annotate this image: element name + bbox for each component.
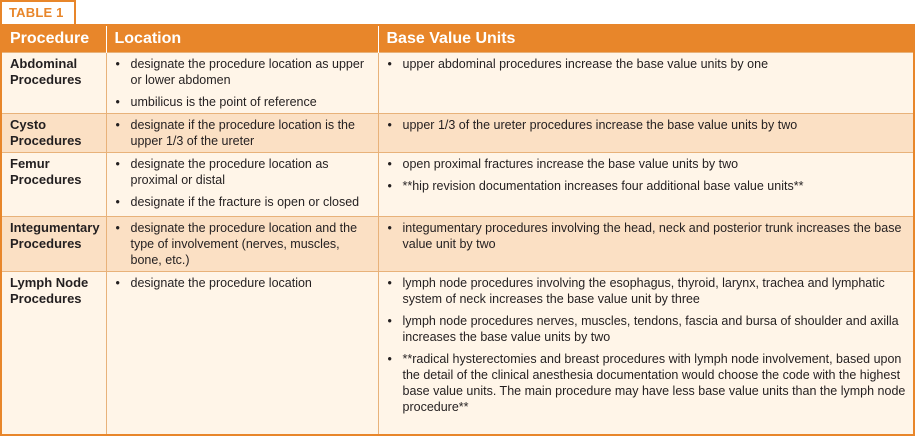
table-row	[2, 272, 913, 435]
list-item: • lymph node procedures involving the esophagus, thyroid, larynx, trachea and lymphatic system of neck increases the base value unit by three	[385, 275, 907, 307]
procedure-cell: Integumentary Procedures	[2, 217, 106, 272]
list-item: • designate the procedure location as upper or lower abdomen	[113, 56, 371, 88]
list-item: • upper 1/3 of the ureter procedures increase the base value units by two	[385, 117, 907, 133]
procedure-cell: Abdominal Procedures	[2, 53, 106, 114]
base-value-list	[385, 220, 907, 252]
base-value-list	[385, 56, 907, 72]
location-cell	[106, 114, 378, 153]
location-cell	[106, 217, 378, 272]
list-item: • **radical hysterectomies and breast procedures with lymph node involvement, based upon the detail of the clinical anesthesia documentation would choose the code with the highest base value units. The main procedure may have less base value units than the lymph node procedure**	[385, 351, 907, 415]
table-row	[2, 53, 913, 114]
header-row	[2, 26, 913, 53]
location-list	[113, 156, 371, 210]
procedure-cell: Femur Procedures	[2, 153, 106, 217]
list-item: • **hip revision documentation increases four additional base value units**	[385, 178, 907, 194]
table-row	[2, 114, 913, 153]
list-item: • integumentary procedures involving the head, neck and posterior trunk increases the base value unit by two	[385, 220, 907, 252]
table-row	[2, 153, 913, 217]
base-value-cell	[378, 272, 913, 435]
header-procedure: Procedure	[2, 26, 106, 53]
list-item: • umbilicus is the point of reference	[113, 94, 371, 110]
base-value-cell	[378, 217, 913, 272]
list-item: • designate the procedure location as proximal or distal	[113, 156, 371, 188]
base-value-list	[385, 117, 907, 133]
list-item: • designate the procedure location	[113, 275, 371, 291]
location-list	[113, 117, 371, 149]
header-base-value-units: Base Value Units	[378, 26, 913, 53]
location-list	[113, 275, 371, 291]
list-item: • open proximal fractures increase the base value units by two	[385, 156, 907, 172]
base-value-cell	[378, 53, 913, 114]
table-row	[2, 217, 913, 272]
location-list	[113, 56, 371, 110]
location-cell	[106, 53, 378, 114]
procedure-cell: Cysto Procedures	[2, 114, 106, 153]
list-item: • upper abdominal procedures increase the base value units by one	[385, 56, 907, 72]
header-location: Location	[106, 26, 378, 53]
location-cell	[106, 272, 378, 435]
table-label: TABLE 1	[0, 0, 76, 24]
procedure-cell: Lymph Node Procedures	[2, 272, 106, 435]
base-value-list	[385, 156, 907, 194]
procedure-table-container	[0, 24, 915, 436]
list-item: • designate the procedure location and the type of involvement (nerves, muscles, bone, etc.)	[113, 220, 371, 268]
location-cell	[106, 153, 378, 217]
list-item: • designate if the fracture is open or closed	[113, 194, 371, 210]
procedure-table	[2, 26, 913, 434]
base-value-list	[385, 275, 907, 415]
location-list	[113, 220, 371, 268]
list-item: • lymph node procedures nerves, muscles, tendons, fascia and bursa of shoulder and axilla increases the base value units by two	[385, 313, 907, 345]
base-value-cell	[378, 114, 913, 153]
list-item: • designate if the procedure location is the upper 1/3 of the ureter	[113, 117, 371, 149]
base-value-cell	[378, 153, 913, 217]
